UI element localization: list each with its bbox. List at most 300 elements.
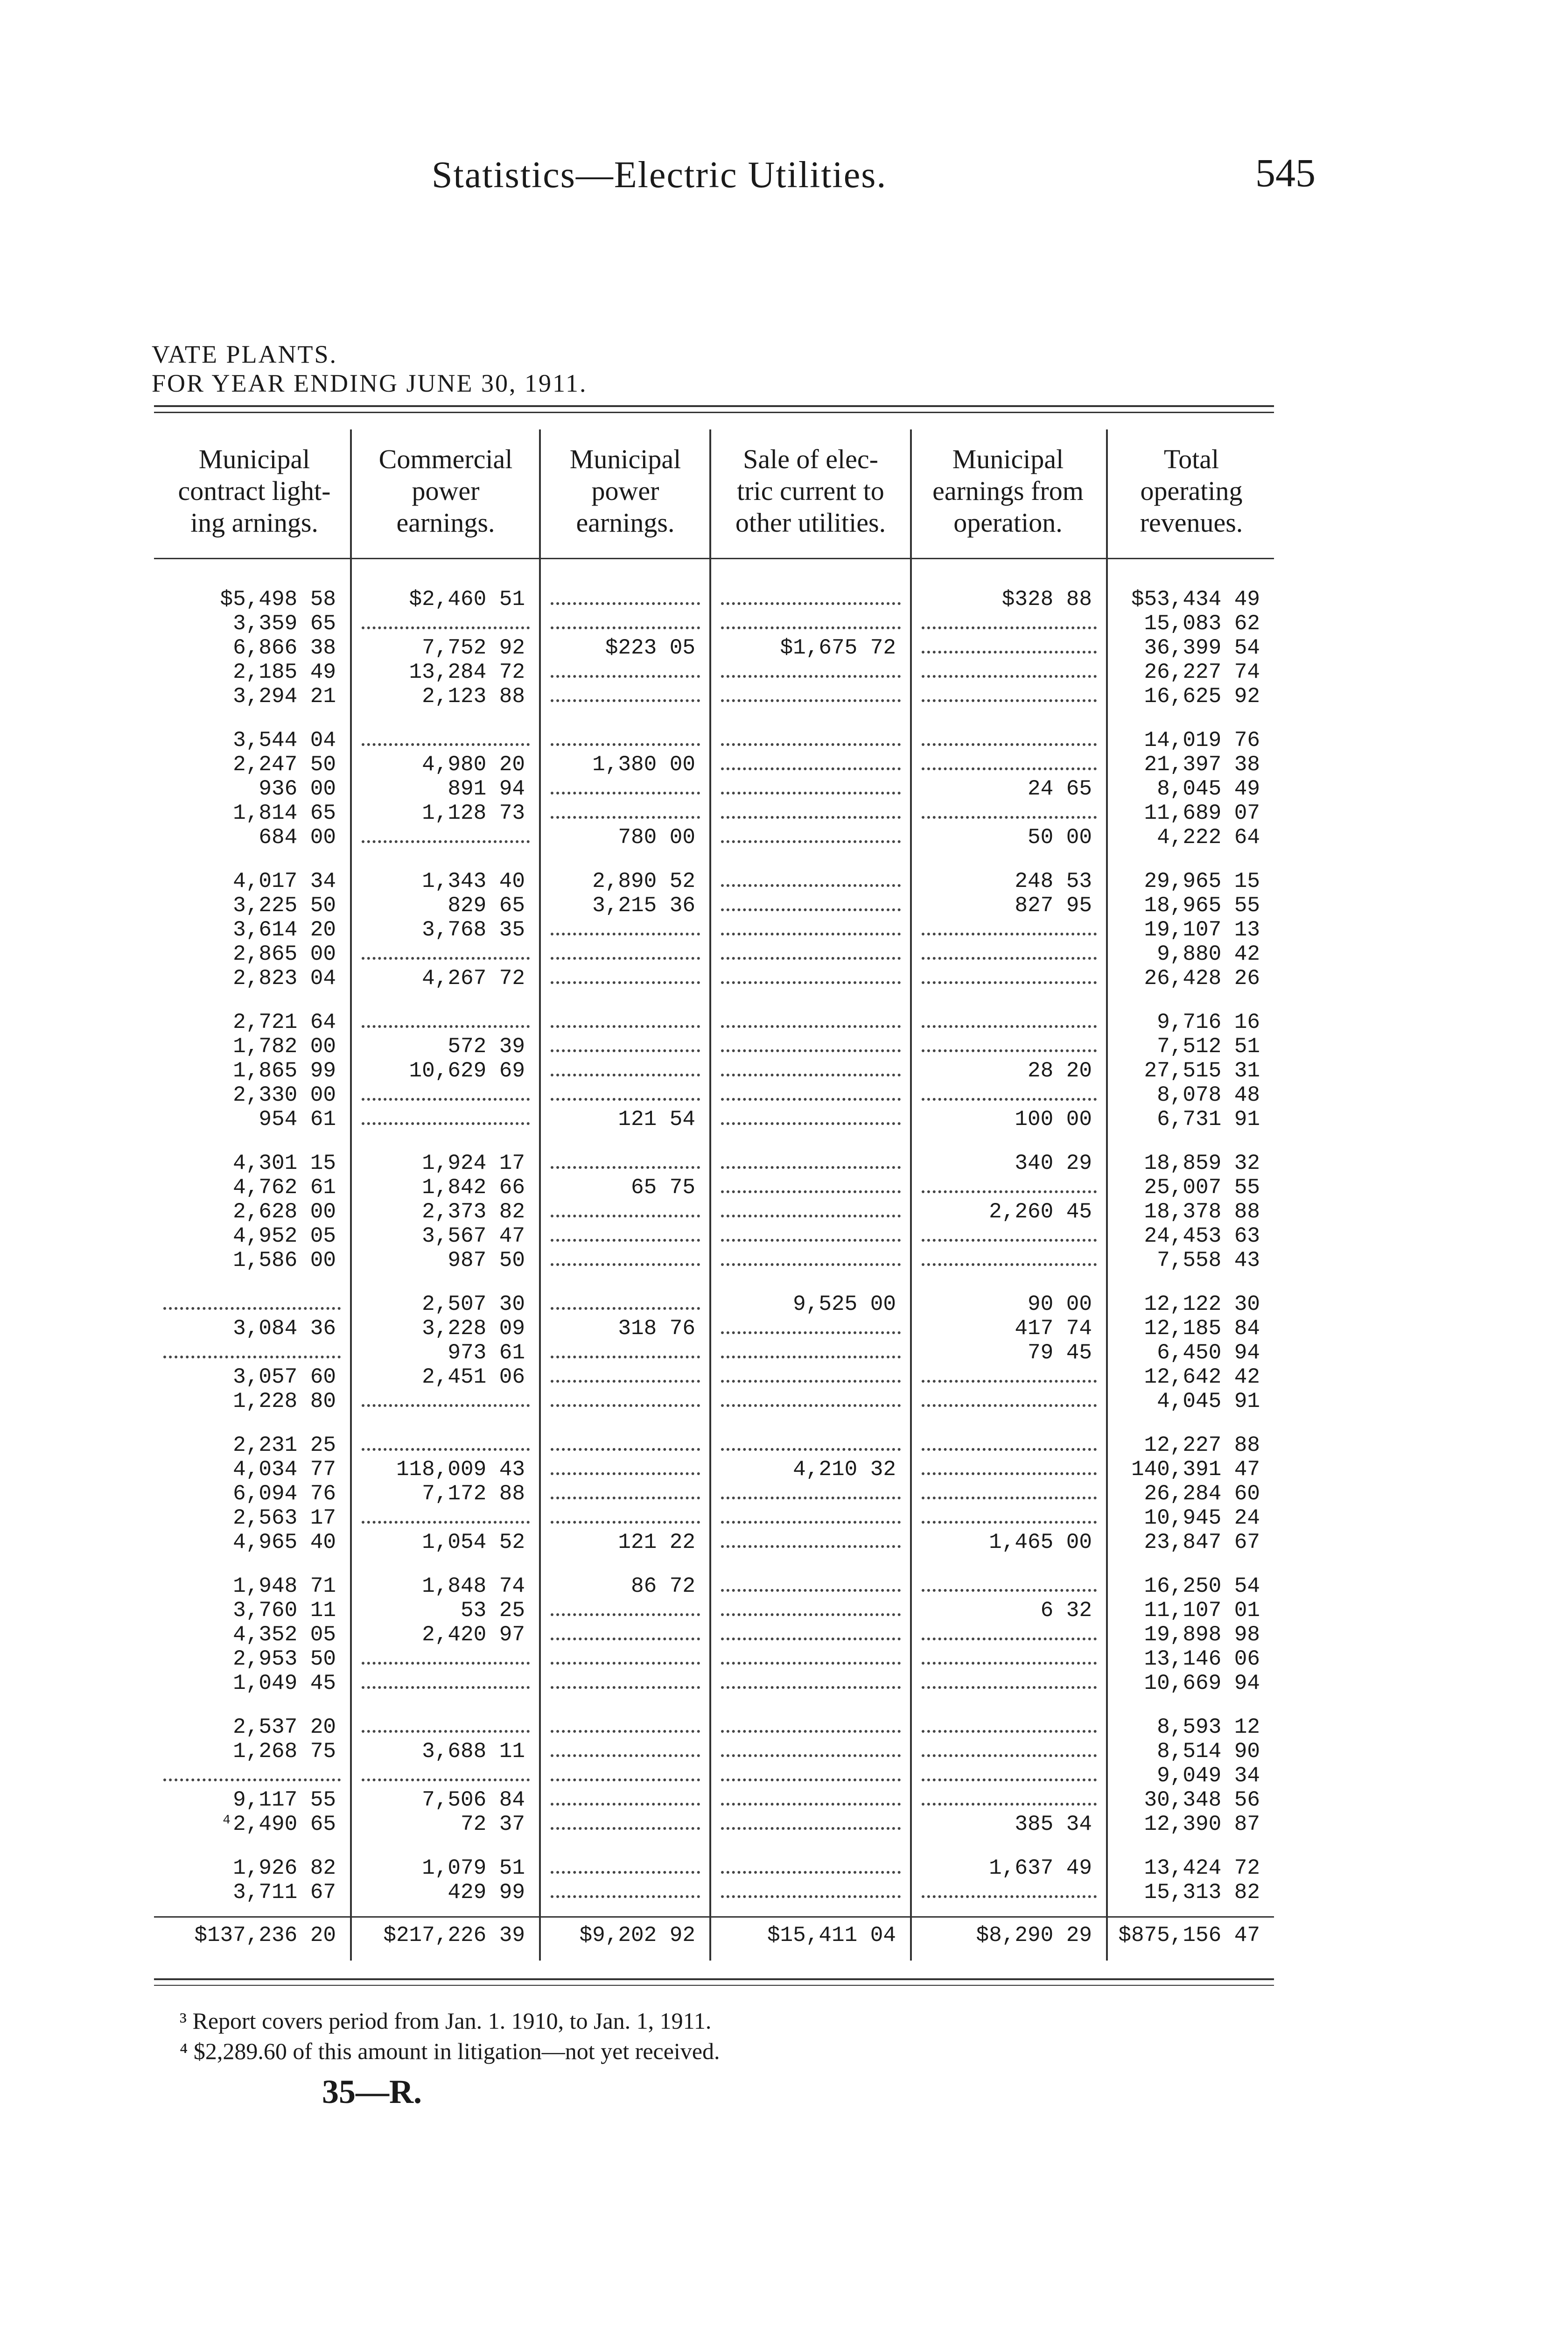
table-cell: 9,716 16 [1157, 1010, 1260, 1034]
dot-leader [721, 1448, 901, 1451]
table-cell: 14,019 76 [1144, 728, 1260, 752]
table-cell: 6,866 38 [233, 636, 336, 660]
table-cell: 1,228 80 [233, 1389, 336, 1413]
table-cell: 3,768 35 [422, 918, 525, 942]
total-cell: $875,156 47 [1118, 1923, 1260, 1947]
table-cell: 4,267 72 [422, 966, 525, 991]
dot-leader [721, 816, 901, 819]
table-cell: 7,172 88 [422, 1482, 525, 1506]
table-cell: 140,391 47 [1131, 1457, 1260, 1482]
dot-leader [551, 816, 700, 819]
table-cell: 3,215 36 [592, 893, 695, 918]
table-cell: 4,017 34 [233, 869, 336, 893]
table-cell: 18,965 55 [1144, 893, 1260, 918]
dot-leader [551, 1754, 700, 1757]
dot-leader [721, 792, 901, 794]
column-divider [350, 429, 352, 1961]
table-cell: 4,045 91 [1157, 1389, 1260, 1413]
table-cell: 1,926 82 [233, 1856, 336, 1880]
table-cell: 12,185 84 [1144, 1316, 1260, 1341]
table-cell: 2,865 00 [233, 942, 336, 966]
table-cell: 417 74 [1015, 1316, 1092, 1341]
table-cell: 780 00 [618, 825, 695, 850]
dot-leader [922, 1025, 1097, 1028]
table-cell: 3,228 09 [422, 1316, 525, 1341]
dot-leader [163, 1356, 341, 1358]
column-header-line: power [412, 476, 480, 506]
dot-leader [922, 1404, 1097, 1407]
table-cell: 27,515 31 [1144, 1059, 1260, 1083]
dot-leader [721, 743, 901, 746]
dot-leader [551, 1827, 700, 1830]
dot-leader [721, 957, 901, 960]
table-cell: 1,054 52 [422, 1530, 525, 1554]
table-cell: 1,380 00 [592, 752, 695, 777]
dot-leader [721, 602, 901, 605]
dot-leader [721, 1122, 901, 1125]
column-header-line: Commercial [378, 444, 513, 474]
table-cell: 10,629 69 [409, 1059, 525, 1083]
table-cell: 86 72 [630, 1574, 695, 1598]
table-cell: 2,373 82 [422, 1200, 525, 1224]
dot-leader [551, 1356, 700, 1358]
table-cell: 2,563 17 [233, 1506, 336, 1530]
dot-leader [551, 1404, 700, 1407]
dot-leader [721, 699, 901, 702]
dot-leader [922, 1472, 1097, 1475]
table-cell: 340 29 [1015, 1151, 1092, 1175]
page-number: 545 [1255, 150, 1316, 195]
dot-leader [551, 1730, 700, 1733]
table-cell: 6,731 91 [1157, 1107, 1260, 1132]
dot-leader [721, 1803, 901, 1806]
dot-leader [721, 626, 901, 629]
dot-leader [721, 1730, 901, 1733]
table-cell: 10,945 24 [1144, 1506, 1260, 1530]
dot-leader [551, 1803, 700, 1806]
dot-leader [721, 1049, 901, 1052]
dot-leader [163, 1779, 341, 1781]
table-cell: 2,420 97 [422, 1623, 525, 1647]
column-header-line: other utilities. [735, 507, 886, 538]
table-cell: 6,094 76 [233, 1482, 336, 1506]
dot-leader [721, 981, 901, 984]
table-cell: 12,227 88 [1144, 1433, 1260, 1457]
table-cell: 1,343 40 [422, 869, 525, 893]
table-cell: 4,980 20 [422, 752, 525, 777]
dot-leader [721, 1190, 901, 1193]
dot-leader [922, 1098, 1097, 1101]
table-cell: 8,514 90 [1157, 1739, 1260, 1764]
column-header-line: contract light- [178, 476, 331, 506]
dot-leader [721, 1545, 901, 1548]
section-title: VATE PLANTS. [152, 340, 338, 368]
table-cell: 3,614 20 [233, 918, 336, 942]
column-header-line: Municipal [569, 444, 681, 474]
table-cell: 1,128 73 [422, 801, 525, 825]
table-cell: 385 34 [1015, 1812, 1092, 1836]
dot-leader [922, 1803, 1097, 1806]
table-cell: 23,847 67 [1144, 1530, 1260, 1554]
table-cell: 65 75 [630, 1175, 695, 1200]
table-cell: 3,760 11 [233, 1598, 336, 1623]
dot-leader [922, 699, 1097, 702]
dot-leader [922, 957, 1097, 960]
table-cell: 1,865 99 [233, 1059, 336, 1083]
dot-leader [551, 1380, 700, 1383]
dot-leader [922, 1779, 1097, 1781]
table-cell: 318 76 [618, 1316, 695, 1341]
dot-leader [721, 1356, 901, 1358]
column-header-line: earnings from [932, 476, 1084, 506]
dot-leader [721, 1827, 901, 1830]
section-subtitle: FOR YEAR ENDING JUNE 30, 1911. [152, 369, 588, 397]
table-cell: 2,123 88 [422, 684, 525, 709]
table-cell: 2,537 20 [233, 1715, 336, 1739]
dot-leader [362, 743, 530, 746]
dot-leader [551, 933, 700, 935]
dot-leader [922, 1239, 1097, 1242]
table-cell: 10,669 94 [1144, 1671, 1260, 1695]
table-cell: 16,250 54 [1144, 1574, 1260, 1598]
dot-leader [551, 1472, 700, 1475]
dot-leader [721, 767, 901, 770]
table-cell: 7,752 92 [422, 636, 525, 660]
dot-leader [922, 1589, 1097, 1592]
table-cell: 3,711 67 [233, 1880, 336, 1905]
table-cell: 829 65 [448, 893, 525, 918]
table-cell: 2,628 00 [233, 1200, 336, 1224]
dot-leader [551, 1074, 700, 1076]
table-cell: 1,848 74 [422, 1574, 525, 1598]
table-cell: 11,689 07 [1144, 801, 1260, 825]
table-cell: 79 45 [1027, 1341, 1092, 1365]
dot-leader [922, 767, 1097, 770]
table-cell: 16,625 92 [1144, 684, 1260, 709]
table-cell: 572 39 [448, 1034, 525, 1059]
table-cell: 2,823 04 [233, 966, 336, 991]
dot-leader [551, 1871, 700, 1874]
table-top-rule-thin [154, 412, 1274, 413]
dot-leader [721, 908, 901, 911]
dot-leader [922, 1662, 1097, 1665]
table-cell: 2,185 49 [233, 660, 336, 684]
table-cell: 100 00 [1015, 1107, 1092, 1132]
column-header [161, 443, 348, 539]
dot-leader [922, 1638, 1097, 1640]
dot-leader [721, 1263, 901, 1266]
table-cell: 4,762 61 [233, 1175, 336, 1200]
table-cell: $328 88 [1001, 587, 1092, 612]
dot-leader [551, 1895, 700, 1898]
dot-leader [721, 1662, 901, 1665]
dot-leader [551, 1215, 700, 1217]
table-cell: 3,688 11 [422, 1739, 525, 1764]
table-cell: 13,284 72 [409, 660, 525, 684]
dot-leader [551, 981, 700, 984]
dot-leader [721, 1754, 901, 1757]
dot-leader [551, 792, 700, 794]
table-cell: 987 50 [448, 1248, 525, 1272]
table-cell: 3,294 21 [233, 684, 336, 709]
footnote-4: ⁴ $2,289.60 of this amount in litigation—not yet received. [180, 2038, 720, 2064]
table-top-rule [154, 405, 1274, 407]
dot-leader [922, 1497, 1097, 1499]
table-cell: 936 00 [259, 777, 336, 801]
table-cell: 4,034 77 [233, 1457, 336, 1482]
table-cell: 3,544 04 [233, 728, 336, 752]
table-cell: 1,948 71 [233, 1574, 336, 1598]
column-header-line: earnings. [396, 507, 495, 538]
table-cell: 3,225 50 [233, 893, 336, 918]
column-divider [1106, 429, 1108, 1961]
table-cell: 50 00 [1027, 825, 1092, 850]
footnote-3: ³ Report covers period from Jan. 1. 1910, to Jan. 1, 1911. [180, 2008, 712, 2034]
column-header [915, 443, 1101, 539]
dot-leader [922, 651, 1097, 654]
table-cell: 26,227 74 [1144, 660, 1260, 684]
column-header-line: power [591, 476, 659, 506]
dot-leader [721, 1074, 901, 1076]
column-header [532, 443, 719, 539]
dot-leader [721, 933, 901, 935]
table-cell: 18,859 32 [1144, 1151, 1260, 1175]
table-cell: 12,642 42 [1144, 1365, 1260, 1389]
table-cell: 1,637 49 [989, 1856, 1092, 1880]
table-cell: 18,378 88 [1144, 1200, 1260, 1224]
table-cell: 53 25 [460, 1598, 525, 1623]
dot-leader [721, 675, 901, 678]
dot-leader [922, 933, 1097, 935]
dot-leader [362, 1404, 530, 1407]
table-cell: 9,880 42 [1157, 942, 1260, 966]
dot-leader [721, 1098, 901, 1101]
dot-leader [721, 1025, 901, 1028]
table-cell: 4,352 05 [233, 1623, 336, 1647]
dot-leader [362, 1662, 530, 1665]
column-header-line: Municipal [198, 444, 310, 474]
dot-leader [362, 840, 530, 843]
dot-leader [922, 816, 1097, 819]
table-cell: 1,586 00 [233, 1248, 336, 1272]
table-bottom-rule [154, 1978, 1274, 1980]
table-cell: 121 54 [618, 1107, 695, 1132]
table-cell: 12,122 30 [1144, 1292, 1260, 1316]
dot-leader [922, 743, 1097, 746]
table-cell: 72 37 [460, 1812, 525, 1836]
dot-leader [922, 1730, 1097, 1733]
table-cell: 8,593 12 [1157, 1715, 1260, 1739]
table-cell: 4,301 15 [233, 1151, 336, 1175]
table-cell: 827 95 [1015, 893, 1092, 918]
table-cell: 26,284 60 [1144, 1482, 1260, 1506]
dot-leader [362, 1098, 530, 1101]
table-cell: 7,512 51 [1157, 1034, 1260, 1059]
column-header-line: revenues. [1140, 507, 1243, 538]
table-cell: 2,330 00 [233, 1083, 336, 1107]
table-cell: 24 65 [1027, 777, 1092, 801]
dot-leader [362, 957, 530, 960]
dot-leader [922, 981, 1097, 984]
table-cell: 1,924 17 [422, 1151, 525, 1175]
dot-leader [362, 1448, 530, 1451]
table-cell: 954 61 [259, 1107, 336, 1132]
dot-leader [551, 1049, 700, 1052]
table-cell: 26,428 26 [1144, 966, 1260, 991]
table-cell: 118,009 43 [396, 1457, 525, 1482]
table-cell: $1,675 72 [780, 636, 896, 660]
table-cell: 2,247 50 [233, 752, 336, 777]
table-cell: 6,450 94 [1157, 1341, 1260, 1365]
table-cell: 36,399 54 [1144, 636, 1260, 660]
table-cell: 1,049 45 [233, 1671, 336, 1695]
dot-leader [721, 1239, 901, 1242]
dot-leader [551, 1307, 700, 1310]
table-cell: 1,782 00 [233, 1034, 336, 1059]
table-cell: 3,567 47 [422, 1224, 525, 1248]
table-cell: 2,507 30 [422, 1292, 525, 1316]
table-cell: 15,313 82 [1144, 1880, 1260, 1905]
table-cell: 19,107 13 [1144, 918, 1260, 942]
dot-leader [721, 1521, 901, 1524]
column-header [1098, 443, 1285, 539]
dot-leader [362, 626, 530, 629]
dot-leader [551, 1098, 700, 1101]
dot-leader [922, 675, 1097, 678]
dot-leader [551, 1638, 700, 1640]
column-header-line: Sale of elec- [743, 444, 878, 474]
dot-leader [922, 626, 1097, 629]
table-cell: 2,721 64 [233, 1010, 336, 1034]
dot-leader [922, 1754, 1097, 1757]
table-cell: 6 32 [1040, 1598, 1092, 1623]
dot-leader [922, 1448, 1097, 1451]
dot-leader [362, 1122, 530, 1125]
column-header [717, 443, 904, 539]
table-cell: 24,453 63 [1144, 1224, 1260, 1248]
total-cell: $15,411 04 [767, 1923, 896, 1947]
dot-leader [551, 1613, 700, 1616]
table-cell: 4,210 32 [793, 1457, 896, 1482]
column-header-line: Total [1163, 444, 1219, 474]
dot-leader [922, 1263, 1097, 1266]
dot-leader [551, 1521, 700, 1524]
dot-leader [922, 1380, 1097, 1383]
dot-leader [721, 1331, 901, 1334]
table-cell: 28 20 [1027, 1059, 1092, 1083]
table-cell: 21,397 38 [1144, 752, 1260, 777]
table-cell: 90 00 [1027, 1292, 1092, 1316]
dot-leader [721, 1871, 901, 1874]
table-cell: $53,434 49 [1131, 587, 1260, 612]
dot-leader [551, 602, 700, 605]
table-cell: 1,842 66 [422, 1175, 525, 1200]
table-cell: 15,083 62 [1144, 612, 1260, 636]
dot-leader [721, 1166, 901, 1169]
table-cell: 1,465 00 [989, 1530, 1092, 1554]
table-cell: $5,498 58 [220, 587, 336, 612]
column-header [352, 443, 539, 539]
dot-leader [551, 1448, 700, 1451]
dot-leader [721, 1404, 901, 1407]
dot-leader [551, 1779, 700, 1781]
column-header-line: Municipal [952, 444, 1064, 474]
table-cell: 2,231 25 [233, 1433, 336, 1457]
table-cell: 2,260 45 [989, 1200, 1092, 1224]
table-cell: 121 22 [618, 1530, 695, 1554]
table-cell: 4,952 05 [233, 1224, 336, 1248]
dot-leader [721, 1613, 901, 1616]
table-cell: 1,079 51 [422, 1856, 525, 1880]
dot-leader [922, 1190, 1097, 1193]
dot-leader [721, 1779, 901, 1781]
table-cell: 891 94 [448, 777, 525, 801]
table-cell: 248 53 [1015, 869, 1092, 893]
table-cell: 8,045 49 [1157, 777, 1260, 801]
dot-leader [362, 1025, 530, 1028]
dot-leader [721, 1638, 901, 1640]
table-cell: 9,049 34 [1157, 1764, 1260, 1788]
table-cell: 30,348 56 [1144, 1788, 1260, 1812]
table-cell: 2,953 50 [233, 1647, 336, 1671]
table-bottom-rule-thin [154, 1985, 1274, 1986]
dot-leader [551, 1025, 700, 1028]
total-cell: $137,236 20 [194, 1923, 336, 1947]
table-cell: 9,525 00 [793, 1292, 896, 1316]
dot-leader [922, 1521, 1097, 1524]
table-cell: 11,107 01 [1144, 1598, 1260, 1623]
table-cell: 4,965 40 [233, 1530, 336, 1554]
table-cell: 684 00 [259, 825, 336, 850]
dot-leader [551, 626, 700, 629]
table-cell: 13,424 72 [1144, 1856, 1260, 1880]
column-divider [910, 429, 912, 1961]
table-cell: 25,007 55 [1144, 1175, 1260, 1200]
dot-leader [551, 1166, 700, 1169]
dot-leader [551, 1239, 700, 1242]
table-cell: 12,390 87 [1144, 1812, 1260, 1836]
dot-leader [551, 1686, 700, 1689]
column-header-line: operation. [953, 507, 1063, 538]
dot-leader [922, 1686, 1097, 1689]
dot-leader [551, 1497, 700, 1499]
dot-leader [922, 1049, 1097, 1052]
signature-mark: 35—R. [322, 2073, 422, 2110]
dot-leader [721, 840, 901, 843]
table-cell: 7,506 84 [422, 1788, 525, 1812]
column-header-line: tric current to [737, 476, 884, 506]
column-header-line: operating [1140, 476, 1243, 506]
dot-leader [721, 1686, 901, 1689]
table-cell: 2,890 52 [592, 869, 695, 893]
dot-leader [551, 1263, 700, 1266]
table-cell: 2,451 06 [422, 1365, 525, 1389]
table-cell: 429 99 [448, 1880, 525, 1905]
column-header-line: ing arnings. [190, 507, 318, 538]
table-cell: $2,460 51 [409, 587, 525, 612]
dot-leader [922, 1895, 1097, 1898]
dot-leader [163, 1307, 341, 1310]
dot-leader [721, 1380, 901, 1383]
table-cell: 13,146 06 [1144, 1647, 1260, 1671]
table-cell: 29,965 15 [1144, 869, 1260, 893]
dot-leader [551, 743, 700, 746]
dot-leader [551, 699, 700, 702]
table-cell: 8,078 48 [1157, 1083, 1260, 1107]
dot-leader [362, 1779, 530, 1781]
dot-leader [721, 1215, 901, 1217]
dot-leader [362, 1521, 530, 1524]
